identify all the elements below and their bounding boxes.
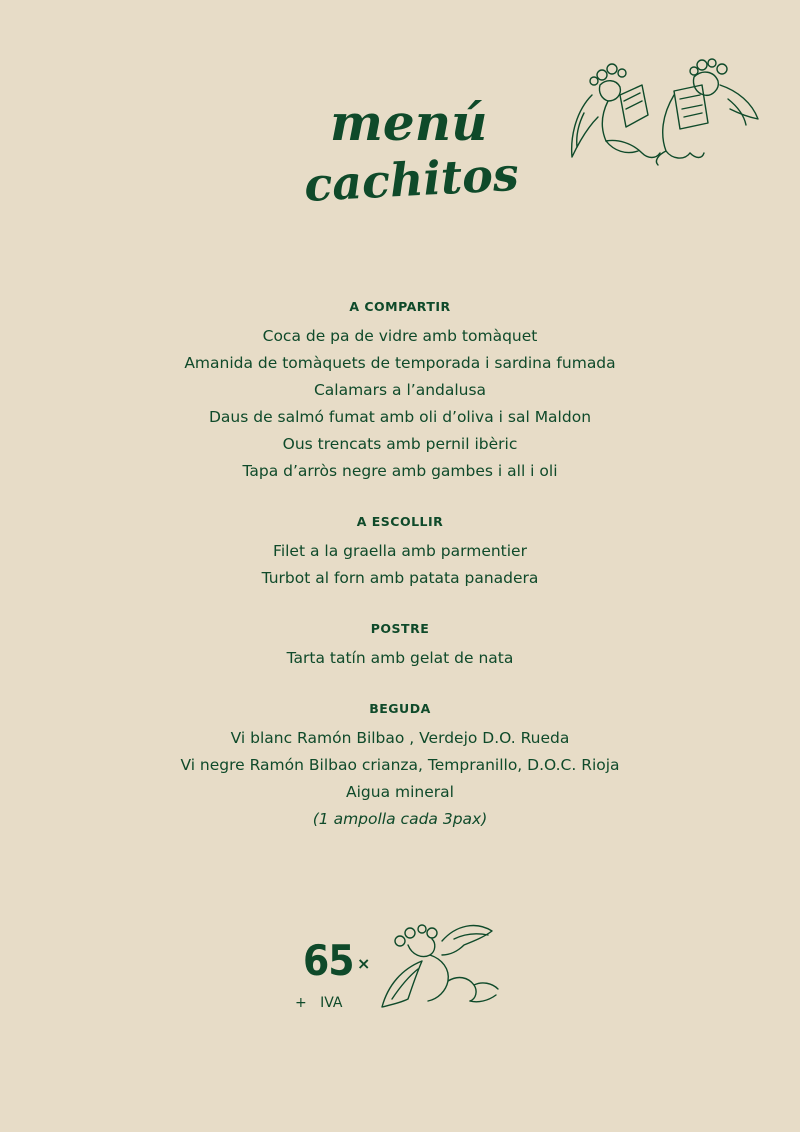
beverage-note: (1 ampolla cada 3pax)	[312, 810, 488, 828]
menu-item: Coca de pa de vidre amb tomàquet	[262, 327, 538, 345]
section-title: A COMPARTIR	[349, 299, 451, 314]
menu-item: Turbot al forn amb patata panadera	[261, 569, 539, 587]
menu-item: Tapa d’arròs negre amb gambes i all i oli	[242, 462, 558, 480]
price-block	[295, 936, 380, 1016]
section-postre	[0, 620, 800, 672]
two-angels-reading-icon	[562, 55, 762, 170]
reclining-angel-icon	[378, 915, 503, 1010]
menu-item: Ous trencats amb pernil ibèric	[282, 435, 518, 453]
section-a-escollir	[0, 513, 800, 592]
logo-line-2: cachitos	[302, 146, 520, 212]
menu-item: Daus de salmó fumat amb oli d’oliva i sal Maldon	[208, 408, 592, 426]
menu-item: Vi negre Ramón Bilbao crianza, Tempranillo, D.O.C. Rioja	[180, 756, 620, 774]
menu-item: Calamars a l’andalusa	[313, 381, 487, 399]
menu-sections	[0, 298, 800, 861]
menu-item: Tarta tatín amb gelat de nata	[286, 649, 514, 667]
section-title: BEGUDA	[369, 701, 431, 716]
menu-item: Vi blanc Ramón Bilbao , Verdejo D.O. Rueda	[230, 729, 570, 747]
price-tax: + IVA	[295, 995, 343, 1011]
menu-item: Amanida de tomàquets de temporada i sardina fumada	[184, 354, 616, 372]
menu-item: Aigua mineral	[346, 783, 454, 801]
section-title: POSTRE	[370, 621, 430, 636]
price-amount: 65	[303, 936, 354, 985]
menu-item: Filet a la graella amb parmentier	[273, 542, 527, 560]
section-beguda	[0, 700, 800, 833]
menu-logo	[300, 88, 520, 233]
logo-line-1: menú	[330, 93, 488, 152]
section-title: A ESCOLLIR	[356, 514, 444, 529]
price-currency: ×	[357, 954, 371, 973]
section-a-compartir	[0, 298, 800, 485]
